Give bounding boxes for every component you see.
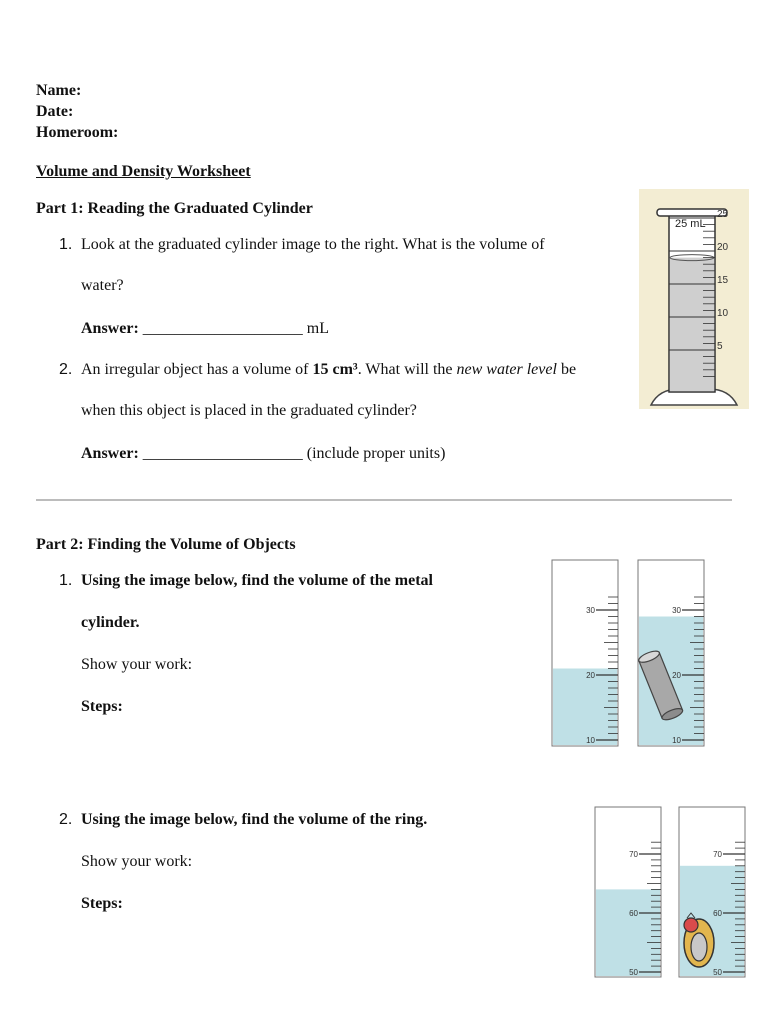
part1-q2-line2: when this object is placed in the graduated cylinder?	[81, 402, 417, 419]
part2-q2-show-work: Show your work:	[81, 853, 193, 870]
q2-text-e: be	[556, 361, 577, 378]
scale-label: 50	[629, 968, 638, 977]
q2-volume-value: 15 cm³	[312, 361, 358, 378]
part2-q1-number: 1.	[59, 572, 73, 589]
part1-heading: Part 1: Reading the Graduated Cylinder	[36, 200, 313, 217]
scale-label: 5	[717, 341, 723, 352]
scale-label: 10	[717, 308, 729, 319]
scale-label: 30	[672, 606, 681, 615]
part1-q2-number: 2.	[59, 361, 73, 378]
scale-label: 30	[586, 606, 595, 615]
cylinder-after	[679, 807, 745, 977]
scale-label: 70	[629, 850, 638, 859]
name-label: Name:	[36, 82, 82, 99]
scale-label: 20	[717, 242, 729, 253]
answer-label: Answer:	[81, 445, 139, 462]
date-label: Date:	[36, 103, 74, 120]
water-column	[553, 669, 617, 746]
part1-q1-line1: Look at the graduated cylinder image to the right. What is the volume of	[81, 236, 545, 253]
answer-unit: mL	[306, 320, 329, 337]
section-divider	[36, 499, 732, 501]
scale-label: 70	[713, 850, 722, 859]
scale-label: 15	[717, 275, 729, 286]
ring-hole	[691, 933, 707, 961]
q2-new-water-level: new water level	[456, 361, 557, 378]
part2-q2-line1: Using the image below, find the volume of the ring.	[81, 811, 428, 828]
part2-q1-steps: Steps:	[81, 698, 123, 715]
scale-label: 50	[713, 968, 722, 977]
graduated-cylinder-figure	[639, 189, 749, 409]
q2-text-a: An irregular object has a volume of	[81, 361, 313, 378]
scale-label: 25	[717, 209, 729, 220]
scale-label: 10	[672, 736, 681, 745]
part2-q1-line1: Using the image below, find the volume of the metal	[81, 572, 433, 589]
part2-q2-number: 2.	[59, 811, 73, 828]
answer-note: (include proper units)	[306, 445, 446, 462]
scale-label: 20	[586, 671, 595, 680]
ring-gem	[684, 918, 698, 932]
q2-text-c: . What will the	[357, 361, 457, 378]
part1-q1-line2: water?	[81, 277, 124, 294]
cylinder-before	[595, 807, 661, 977]
part2-heading: Part 2: Finding the Volume of Objects	[36, 536, 296, 553]
water-column	[596, 889, 660, 976]
cylinder-after	[637, 560, 704, 746]
part2-q2-steps: Steps:	[81, 895, 123, 912]
part2-q1-show-work: Show your work:	[81, 656, 193, 673]
homeroom-label: Homeroom:	[36, 124, 119, 141]
metal-cylinder-figure	[548, 558, 708, 748]
scale-label: 10	[586, 736, 595, 745]
part1-q1-number: 1.	[59, 236, 73, 253]
part1-q1-answer	[81, 320, 329, 338]
scale-label: 60	[713, 909, 722, 918]
cylinder-before	[552, 560, 618, 746]
capacity-label: 25 mL	[675, 218, 706, 230]
answer-blank[interactable]: ____________________	[142, 320, 303, 337]
ring-figure	[591, 805, 751, 980]
scale-label: 20	[672, 671, 681, 680]
answer-blank[interactable]: ____________________	[142, 445, 303, 462]
worksheet-title: Volume and Density Worksheet	[36, 163, 251, 180]
part1-q2-line1	[81, 361, 576, 379]
scale-label: 60	[629, 909, 638, 918]
answer-label: Answer:	[81, 320, 139, 337]
part2-q1-line2: cylinder.	[81, 614, 140, 631]
part1-q2-answer	[81, 445, 445, 463]
